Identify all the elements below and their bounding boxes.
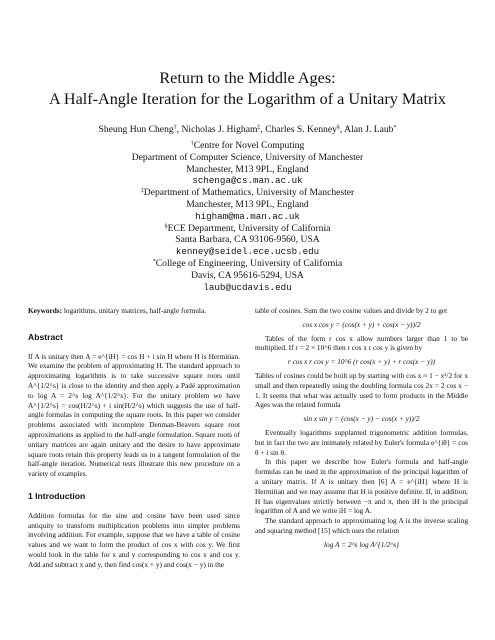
left-column — [28, 306, 240, 570]
author-name: , Charles S. Kenney — [260, 124, 337, 135]
introduction-paragraph: Addition formulas for the sine and cosine have been used since antiquity to transform multiplication problems into simpler problems involving addition. For example, suppose that we have a table of cosine values and we want to form the product of cos x with cos y. We first would look in the table for x and y corresponding to cos x and cos y. Add and subtract x and y, then find cos(x + y) and cos(x − y) in the — [28, 510, 240, 569]
affiliation-mark: * — [152, 258, 156, 265]
keywords-text: logarithms, unitary matrices, half-angle formula. — [63, 306, 206, 315]
author-email[interactable]: higham@ma.man.ac.uk — [195, 210, 300, 222]
affiliation-mark: ‡ — [257, 125, 261, 131]
affiliation-line: Manchester, M13 9PL, England — [186, 198, 309, 210]
affiliation-line: Department of Mathematics, University of Manchester — [143, 187, 355, 199]
equation: cos x cos y = (cos(x + y) + cos(x − y))/2 — [302, 319, 421, 329]
affiliation-line: ECE Department, University of California — [167, 222, 331, 234]
affiliation-line: Santa Barbara, CA 93106-9560, USA — [175, 234, 320, 246]
paper-title-line-2: A Half-Angle Iteration for the Logarithm of a Unitary Matrix — [49, 90, 446, 108]
author-name: , Alan J. Laub — [339, 124, 394, 135]
affiliation-line: Manchester, M13 9PL, England — [186, 163, 309, 175]
affiliations — [0, 140, 495, 293]
affiliation-line: Department of Computer Science, University of Manchester — [131, 151, 364, 163]
affiliation-mark: § — [164, 223, 168, 230]
abstract-text: If A is unitary then A = e^{iH} = cos H + i sin H where H is Hermitian. We examine the problem of approximating H. The standard approach to approximating logarithms is to take successive square roots until A^{1/2^s} is close to the identity and then apply a Padé approximation to log A = 2^s log A^{1/2^s}. For the unitary problem we have A^{1/2^s} = cos(H/2^s) + i sin(H/2^s) which suggests the use of half-angle formulas in computing the square roots. In this paper we consider problems associated with incomplete Denman-Beavers square root approximations as applied to the half-angle formulation. Square roots of unitary matrices are again unitary and the desire to have approximate square roots retain this property leads us to a tangent formulation of the half-angle iteration. Numerical tests illustrate this new procedure on a variety of examples. — [28, 351, 240, 479]
keywords — [28, 306, 240, 316]
affiliation-mark: ‡ — [140, 188, 144, 195]
affiliation-mark: † — [190, 141, 194, 147]
body-paragraph: Eventually logarithms supplanted trigonometric addition formulas, but in fact the two are intimately related by Euler's formula e^{iθ} = cos θ + i sin θ. — [255, 427, 468, 457]
body-paragraph: Tables of the form r cos x allow numbers larger than 1 to be multiplied. If r = 2 × 10^6 then r cos x r cos y is given by — [255, 333, 468, 353]
body-paragraph: table of cosines. Sum the two cosine values and divide by 2 to get — [255, 306, 448, 315]
abstract-heading: Abstract — [28, 331, 63, 342]
body-paragraph: In this paper we describe how Euler's formula and half-angle formulas can be used in the approximation of the principal logarithm of a unitary matrix. If A is unitary then [6] A = e^{iH} where H is Hermitian and we may assume that H is positive definite. If, in addition, H has eigenvalues strictly between −π and π, then iH is the principal logarithm of A and we write iH = log A. — [255, 457, 468, 516]
affiliation-mark: † — [173, 125, 177, 131]
section-heading-introduction: 1 Introduction — [28, 490, 86, 501]
author-list — [0, 124, 495, 136]
body-paragraph: The standard approach to approximating log A is the inverse scaling and squaring method [15] which uses the relation — [255, 516, 468, 535]
equation: r cos x r cos y = 10^6 (r cos(x + y) + r cos(x − y)) — [287, 357, 436, 367]
author-email[interactable]: kenney@seidel.ece.ucsb.edu — [175, 246, 320, 258]
affiliation-line: Centre for Novel Computing — [193, 140, 305, 151]
affiliation-mark: § — [336, 125, 340, 131]
affiliation-line: Davis, CA 95616-5294, USA — [191, 269, 304, 281]
author-name: , Nicholas J. Higham — [176, 124, 258, 135]
affiliation-mark: * — [393, 125, 397, 131]
keywords-label: Keywords: — [28, 306, 63, 315]
right-column — [255, 306, 468, 554]
body-paragraph: Tables of cosines could be built up by starting with cos x ≈ 1 − x²/2 for x small and then repeatedly using the doubling formula cos 2x = 2 cos x − 1. It seems that what was actually used to form products in the Middle Ages was the related formula — [255, 370, 468, 410]
author-email[interactable]: schenga@cs.man.ac.uk — [192, 175, 303, 187]
equation: sin x sin y = (cos(x − y) − cos(x + y))/2 — [303, 414, 420, 424]
equation: log A = 2^s log A^{1/2^s} — [324, 539, 399, 549]
author-name: Sheung Hun Cheng — [98, 124, 174, 135]
author-email[interactable]: laub@ucdavis.edu — [203, 281, 292, 293]
paper-title-line-1: Return to the Middle Ages: — [159, 69, 336, 87]
affiliation-line: College of Engineering, University of California — [155, 257, 343, 269]
